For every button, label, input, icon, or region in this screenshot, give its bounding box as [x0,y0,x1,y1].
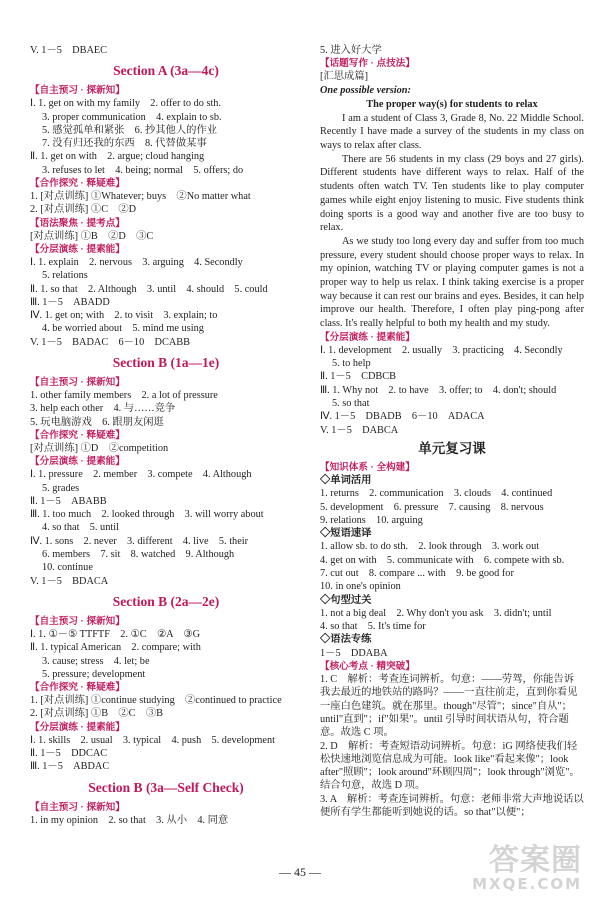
answer-line: 5. so that [332,398,370,410]
section-heading: Section B (3a—Self Check) [88,779,244,795]
answer-line: Ⅰ. 1. get on with my family 2. offer to do sth. [30,98,222,110]
subsection-tag: 【话题写作 · 点技法】 [320,58,415,70]
exercise-heading: ◇单词活用 [320,474,372,486]
answer-line: 10. in one's opinion [320,581,401,593]
answer-line: Ⅳ. 1. sons 2. never 3. different 4. live 5. their [30,535,249,547]
exercise-heading: ◇短语速译 [320,528,372,540]
left-column [30,44,302,827]
answer-line: V. 1－5 BADAC 6－10 DCABB [30,336,191,348]
answer-line: 3. help each other 4. 与……竞争 [30,403,176,415]
subsection-tag: 【自主预习 · 探新知】 [30,377,125,389]
answer-line: 2. [对点训练] ①C ②D [30,204,137,216]
answer-line: Ⅲ. 1－5 ABDAC [30,761,110,773]
answer-line: 1. [对点训练] ①continue studying ②continued to practice [30,695,282,707]
answer-line: 7. cut out 8. compare ... with 9. be good for [320,568,514,579]
page-number: — 45 — [279,865,321,879]
answer-line: 5. pressure; development [42,668,146,680]
answer-line: 1. other family members 2. a lot of pressure [30,390,218,402]
answer-line: 3. proper communication 4. explain to sb. [42,111,222,123]
watermark-logo [472,843,582,893]
subsection-tag: 【自主预习 · 探新知】 [30,85,125,97]
answer-line: 4. so that 5. until [42,522,119,534]
answer-line: Ⅰ. 1. explain 2. nervous 3. arguing 4. Secondly [30,256,243,268]
answer-line: Ⅱ. 1－5 DDCAC [30,747,108,759]
answer-line: 1－5 DDABA [320,647,388,659]
explanation-item: 2. D 解析：考查短语动词辨析。句意：iG 网络使我们轻松快速地浏览信息成为可能。look like"看起来像"；look after"照顾"；look around"环顾四周"；look through"浏览"。结合句意，故选 D 项。 [320,740,580,792]
exercise-heading: ◇语法专练 [320,634,372,646]
answer-line: 3. cause; stress 4. let; be [42,655,150,667]
section-heading: Section A (3a—4c) [113,63,219,79]
answer-line: Ⅱ. 1. so that 2. Although 3. until 4. should 5. could [30,283,268,295]
answer-line: 5. 感觉孤单和紧张 6. 抄其他人的作业 [42,124,218,136]
answer-line: [汇思成篇] [320,71,369,83]
answer-line: 1. [对点训练] ①Whatever; buys ②No matter what [30,191,251,203]
answer-line: Ⅱ. 1－5 CDBCB [320,371,397,383]
essay-paragraph [320,112,584,153]
explanation-item: 1. C 解析：考查连词辨析。句意：——劳驾，你能告诉我去最近的地铁站的路吗？——一直往前走，直到你看见一座白色建筑。就在那里。though"尽管"；since"自从"；until"直到"；if"如果"。until 引导时间状语从句，符合题意。故选 C 项。 [320,674,578,739]
subsection-tag: 【分层演练 · 提素能】 [30,721,125,733]
answer-line: Ⅱ. 1. get on with 2. argue; cloud hanging [30,151,205,163]
exercise-heading: ◇句型过关 [320,594,372,606]
answer-line: Ⅰ. 1. skills 2. usual 3. typical 4. push 5. development [30,734,275,746]
answer-line: Ⅰ. 1. ①－⑤ TTFTF 2. ①C ②A ③G [30,628,201,640]
answer-line: Ⅲ. 1－5 ABADD [30,296,110,308]
subsection-tag: 【合作探究 · 释疑难】 [30,178,125,190]
answer-line: 4. so that 5. It's time for [320,621,426,633]
answer-line: 5. 玩电脑游戏 6. 跟朋友闲逛 [30,416,164,428]
answer-line: V. 1－5 DBAEC [30,45,108,56]
answer-line: [对点训练] ①D ②competition [30,442,169,454]
section-heading: Section B (1a—1e) [112,355,220,371]
answer-line: 2. [对点训练] ①B ②C ③B [30,708,164,720]
answer-line: 5. to help [332,358,371,370]
answer-line: Ⅱ. 1－5 ABABB [30,495,107,507]
answer-line: 5. development 6. pressure 7. causing 8. nervous [320,501,544,513]
answer-line: Ⅰ. 1. pressure 2. member 3. compete 4. Although [30,469,252,481]
subsection-tag: 【知识体系 · 全构建】 [320,461,415,473]
answer-line: V. 1－5 BDACA [30,575,109,587]
essay-paragraph [320,153,584,235]
subsection-tag: 【合作探究 · 释疑难】 [30,429,125,441]
essay-paragraph-text: There are 56 students in my class (29 boys and 27 girls). Different students have different ways to relax. Half of the students often watch TV. Ten students like to play computer games while eight enjoy listening to music. Five students think doing sports is a good way and another five are too busy to relax. [320,153,584,234]
answer-line: Ⅰ. 1. development 2. usually 3. practicing 4. Secondly [320,344,563,356]
answer-line: 9. relations 10. arguing [320,514,423,526]
answer-line: 5. 进入好大学 [320,45,382,56]
answer-line: 4. get on with 5. communicate with 6. compete with sb. [320,554,565,566]
essay-title: The proper way(s) for students to relax [366,98,538,110]
essay-paragraph-text: As we study too long every day and suffer from too much pressure, every student should choose proper ways to relax. In my opinion, watching TV or playing computer games is not a proper way to help us relax. I think taking exercise is a proper way because it can rest our brains and eyes. Besides, it can help improve our health. Therefore, I often play ping-pong after class. It's really helpful to both my health and my study. [320,235,584,330]
answer-line: 1. returns 2. communication 3. clouds 4. continued [320,488,553,500]
answer-line: Ⅳ. 1. get on; with 2. to visit 3. explain; to [30,310,218,322]
answer-line: 1. allow sb. to do sth. 2. look through 3. work out [320,541,540,553]
answer-line: 4. be worried about 5. mind me using [42,323,204,335]
section-heading: Section B (2a—2e) [112,593,220,609]
answer-line: V. 1－5 DABCA [320,424,399,436]
subsection-tag: 【分层演练 · 提素能】 [30,456,125,468]
answer-line: Ⅳ. 1－5 DBADB 6－10 ADACA [320,411,485,423]
answer-line: Ⅲ. 1. Why not 2. to have 3. offer; to 4. don't; should [320,384,557,396]
right-column [320,44,584,819]
subsection-tag: 【自主预习 · 探新知】 [30,615,125,627]
subsection-tag: 【核心考点 · 精突破】 [320,661,415,673]
subsection-tag: 【合作探究 · 释疑难】 [30,682,125,694]
essay-paragraph [320,235,584,331]
answer-line: 5. grades [42,482,80,494]
answer-line: 7. 没有归还我的东西 8. 代替做某事 [42,138,207,150]
answer-line: [对点训练] ①B ②D ③C [30,230,154,242]
answer-line: Ⅲ. 1. too much 2. looked through 3. will worry about [30,509,264,521]
answer-line: 1. not a big deal 2. Why don't you ask 3. didn't; until [320,607,552,619]
answer-line: 10. continue [42,562,93,574]
essay-paragraph-text: I am a student of Class 3, Grade 8, No. 22 Middle School. Recently I have made a survey of the students in my class on ways to relax after class. [320,112,584,151]
essay-intro: One possible version: [320,84,411,96]
subsection-tag: 【分层演练 · 提素能】 [30,243,125,255]
answer-line: 5. relations [42,270,88,282]
unit-title: 单元复习课 [418,440,486,457]
answer-line: 3. refuses to let 4. being; normal 5. offers; do [42,164,244,176]
subsection-tag: 【自主预习 · 探新知】 [30,801,125,813]
watermark-text: 答案圈 [489,843,582,878]
answer-line: 1. in my opinion 2. so that 3. 从小 4. 同意 [30,814,229,826]
watermark-url: MXQE.COM [472,875,582,893]
answer-line: 6. members 7. sit 8. watched 9. Although [42,549,235,561]
subsection-tag: 【语法聚焦 · 提考点】 [30,217,125,229]
answer-line: Ⅱ. 1. typical American 2. compare; with [30,642,201,654]
explanation-item: 3. A 解析：考查连词辨析。句意：老师非常大声地说话以便所有学生都能听到她说的话。so that"以便"； [320,793,584,819]
subsection-tag: 【分层演练 · 提素能】 [320,331,415,343]
